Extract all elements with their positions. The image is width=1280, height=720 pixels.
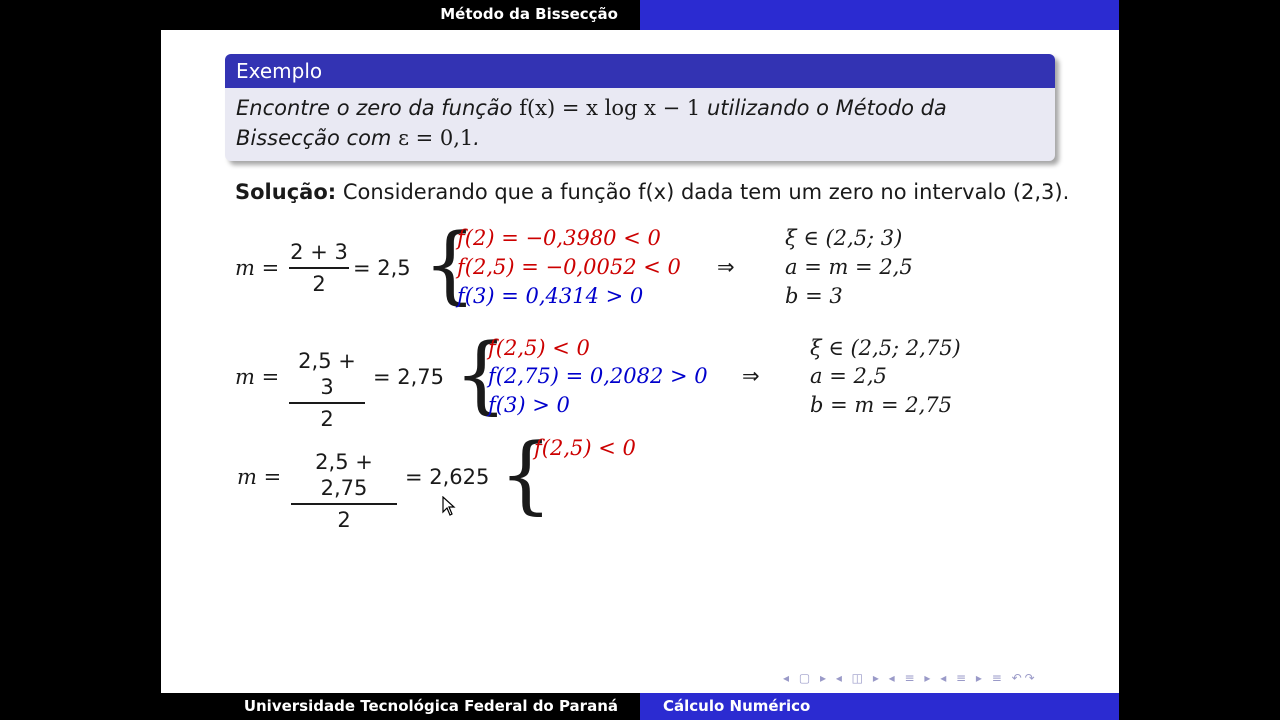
example-text: utilizando o Método da [700,96,947,120]
implies-arrow: ⇒ [742,364,760,388]
footer-course: Cálculo Numérico [640,693,1119,720]
m-label: m = [235,256,280,280]
fraction-bar [289,402,365,404]
eval-line: f(2,5) < 0 [488,336,590,360]
fraction [289,348,365,432]
midpoint-result: = 2,5 [353,256,411,280]
eval-line: f(3) = 0,4314 > 0 [457,284,644,308]
midpoint-result: = 2,75 [373,365,445,389]
footer-institution: Universidade Tecnológica Federal do Paraná [161,693,640,720]
conclusion-line: ξ ∈ (2,5; 3) [785,226,903,250]
implies-arrow: ⇒ [717,255,735,279]
conclusion-line: b = 3 [785,284,843,308]
example-line-2 [236,126,480,150]
example-block [225,54,1055,161]
fraction-bar [289,267,349,269]
example-epsilon: ε = 0,1 [398,126,474,150]
fraction [291,449,397,533]
eval-line: f(2,75) = 0,2082 > 0 [488,364,708,388]
left-brace: { [499,425,553,523]
midpoint-result: = 2,625 [405,465,490,489]
beamer-navigation[interactable]: ◂ ▢ ▸ ◂ ◫ ▸ ◂ ≡ ▸ ◂ ≡ ▸ ≡ ↶↷ [783,671,1038,685]
mouse-cursor-icon [442,496,456,516]
header-bar-right [640,0,1119,30]
m-label: m = [235,365,280,389]
example-title: Exemplo [225,54,1055,88]
conclusion-line: b = m = 2,75 [810,393,953,417]
fraction-denominator: 2 [320,406,334,431]
eval-line: f(3) > 0 [488,393,570,417]
fraction-numerator: 2,5 + 2,75 [315,450,373,500]
example-function: f(x) = x log x − 1 [519,96,701,120]
conclusion-line: a = m = 2,5 [785,255,913,279]
solution-label: Solução: [235,180,337,204]
example-text: . [473,126,480,150]
header-title: Método da Bissecção [161,0,640,30]
fraction-numerator: 2,5 + 3 [298,349,356,399]
fraction-bar [291,503,397,505]
solution-line [235,180,1069,204]
fraction-numerator: 2 + 3 [290,240,348,264]
fraction-denominator: 2 [312,271,326,296]
example-text: Encontre o zero da função [236,96,520,120]
example-text: Bissecção com [236,126,399,150]
left-brace: { [423,215,477,313]
fraction [289,239,349,297]
eval-line: f(2,5) = −0,0052 < 0 [457,255,681,279]
slide [161,0,1119,720]
conclusion-line: ξ ∈ (2,5; 2,75) [810,336,961,360]
m-label: m = [237,465,282,489]
left-brace: { [454,325,508,423]
example-line-1 [236,96,947,120]
conclusion-line: a = 2,5 [810,364,887,388]
eval-line: f(2) = −0,3980 < 0 [457,226,661,250]
solution-text: Considerando que a função f(x) dada tem um zero no intervalo (2,3). [342,180,1070,204]
fraction-denominator: 2 [337,507,351,532]
eval-line: f(2,5) < 0 [534,436,636,460]
